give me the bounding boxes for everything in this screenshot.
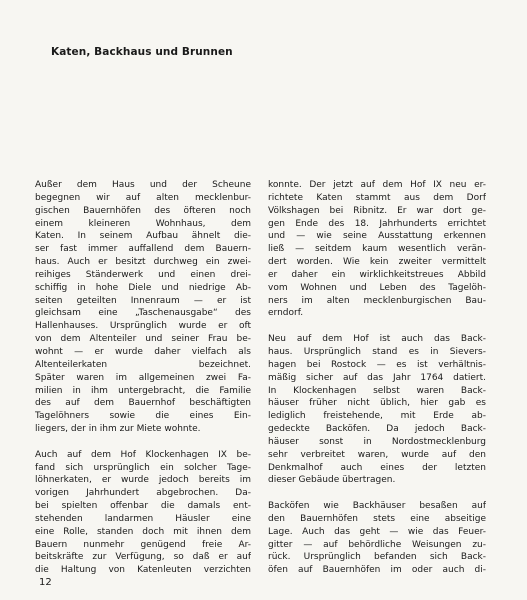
text-line: gleichsam eine „Taschenausgabe“ des [35, 308, 251, 319]
text-line: einem kleineren Wohnhaus, dem [35, 218, 251, 229]
text-line: ließ — seitdem kaum wesentlich verän- [268, 244, 486, 255]
paragraph-gap [35, 436, 251, 449]
text-line: vom Wohnen und Leben des Tagelöh- [268, 282, 486, 293]
text-line: von dem Altenteiler und seiner Frau be- [35, 334, 251, 345]
text-line: Lage. Auch das geht — wie das Feuer- [268, 526, 486, 537]
page-number: 12 [39, 577, 52, 588]
text-line: häuser früher nicht üblich, hier gab es [268, 398, 486, 409]
right-text-column [268, 179, 486, 577]
text-line: Katen. In seinem Aufbau ähnelt die- [35, 231, 251, 242]
text-line: er daher ein wirklichkeitstreues Abbild [268, 269, 486, 280]
text-line: die Haltung von Katenleuten verzichten [35, 565, 251, 576]
text-line: stehenden landarmen Häusler eine [35, 513, 251, 524]
text-line: Außer dem Haus und der Scheune [35, 180, 251, 190]
text-line: rück. Ursprünglich befanden sich Back- [268, 552, 486, 563]
text-line: beitskräfte zur Verfügung, so daß er auf [35, 552, 251, 563]
text-line: gischen Bauernhöfen des öfteren noch [35, 205, 251, 216]
text-line: Denkmalhof auch eines der letzten [268, 462, 486, 473]
text-line: begegnen wir auf alten mecklenbur- [35, 192, 251, 203]
text-line: reihiges Ständerwerk und einen drei- [35, 269, 251, 280]
text-line: Völkshagen bei Ribnitz. Er war dort ge- [268, 205, 486, 216]
text-line: wohnt — er wurde daher vielfach als [35, 346, 251, 357]
text-line: liegers, der in ihm zur Miete wohnte. [35, 424, 201, 435]
text-line: konnte. Der jetzt auf dem Hof IX neu er- [268, 180, 486, 190]
paragraph [268, 179, 486, 320]
text-line: vorigen Jahrhundert abgebrochen. Da- [35, 488, 251, 499]
text-line: Bauern nunmehr genügend freie Ar- [35, 539, 251, 550]
text-line: Später waren im allgemeinen zwei Fa- [35, 372, 251, 383]
text-line: Neu auf dem Hof ist auch das Back- [268, 334, 486, 345]
text-line: löhnerkaten, er wurde jedoch bereits im [35, 475, 251, 486]
text-line: Hallenhauses. Ursprünglich wurde er oft [35, 321, 251, 332]
text-line: gen Ende des 18. Jahrhunderts errichtet [268, 218, 486, 229]
text-line: ners im alten mecklenburgischen Bau- [268, 295, 486, 306]
text-line: häuser sonst in Nordostmecklenburg [268, 436, 486, 447]
text-line: sehr verbreitet waren, wurde auf den [268, 449, 486, 460]
text-line: fand sich ursprünglich ein solcher Tage- [35, 462, 251, 473]
text-line: seiten geteilten Innenraum — er ist [35, 295, 251, 306]
text-line: öfen auf Bauernhöfen im oder auch di- [268, 565, 486, 576]
text-line: schiffig in hohe Diele und niedrige Ab- [35, 282, 251, 293]
paragraph [35, 449, 251, 577]
paragraph-gap [268, 487, 486, 500]
text-line: und — wie seine Ausstattung erkennen [268, 231, 486, 242]
text-line: des auf dem Bauernhof beschäftigten [35, 398, 251, 409]
text-line: den Bauernhöfen stets eine abseitige [268, 513, 486, 524]
paragraph-gap [268, 320, 486, 333]
text-line: dieser Gebäude übertragen. [268, 475, 396, 486]
text-line: gitter — auf behördliche Weisungen zu- [268, 539, 486, 550]
text-line: Altenteilerkaten bezeichnet. [35, 359, 251, 370]
text-line: lediglich freistehende, mit Erde ab- [268, 411, 486, 422]
text-line: haus. Ursprünglich stand es in Sievers- [268, 346, 486, 357]
paragraph [268, 500, 486, 577]
text-line: hagen bei Rostock — es ist verhältnis- [268, 359, 486, 370]
paragraph [268, 333, 486, 487]
text-line: Tagelöhners sowie die eines Ein- [35, 411, 251, 422]
text-line: dert worden. Wie kein zweiter vermittelt [268, 257, 486, 268]
text-line: Backöfen wie Backhäuser besaßen auf [268, 501, 486, 512]
text-line: haus. Auch er besitzt durchweg ein zwei- [35, 257, 251, 268]
text-line: richtete Katen stammt aus dem Dorf [268, 192, 486, 203]
text-line: gedeckte Backöfen. Da jedoch Back- [268, 424, 486, 435]
text-line: mäßig sicher auf das Jahr 1764 datiert. [268, 372, 486, 383]
text-line: eine Rolle, standen doch mit ihnen dem [35, 526, 251, 537]
chapter-heading: Katen, Backhaus und Brunnen [51, 46, 233, 58]
text-line: In Klockenhagen selbst waren Back- [268, 385, 486, 396]
text-line: Auch auf dem Hof Klockenhagen IX be- [35, 449, 251, 460]
text-line: erndorf. [268, 308, 304, 319]
paragraph [35, 179, 251, 436]
text-line: bei spielten offenbar die damals ent- [35, 501, 251, 512]
text-line: ser fast immer auffallend dem Bauern- [35, 244, 251, 255]
text-line: milien in ihm untergebracht, die Familie [35, 385, 251, 396]
left-text-column [35, 179, 251, 577]
